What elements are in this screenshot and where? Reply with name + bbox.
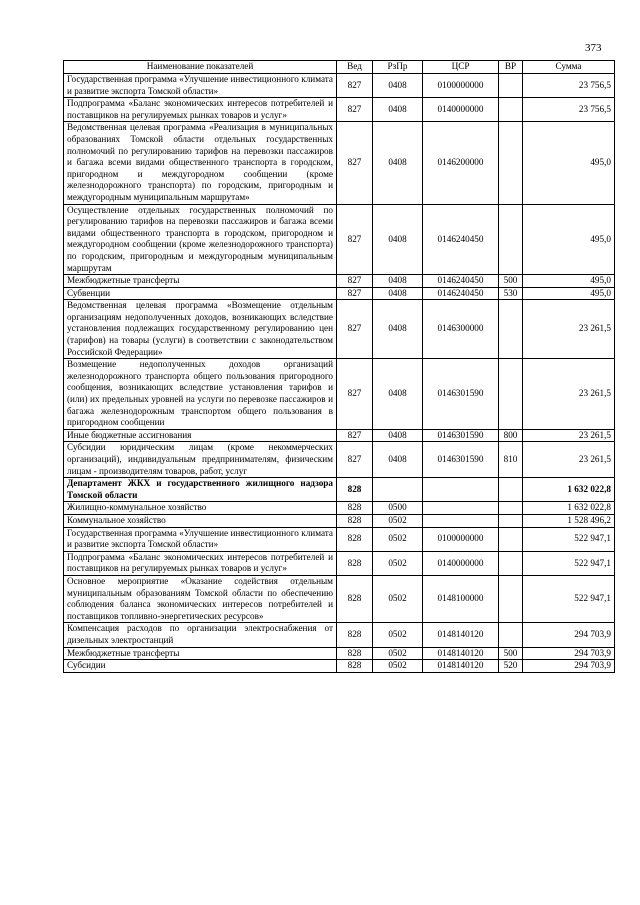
cell-name: Осуществление отдельных государственных полномочий по регулированию тарифов на перевозки пассажиров и багажа всеми видами общественного транспорта в городском, пригородном и междугородном сообщении (кроме железнодорожного транспорта) по городским, пригородным и междугородным муниципальным маршрутам: [64, 204, 337, 275]
cell-ved: 827: [337, 275, 373, 288]
cell-name: Компенсация расходов по организации электроснабжения от дизельных электростанций: [64, 623, 337, 647]
cell-sum: 522 947,1: [523, 527, 615, 551]
cell-sum: 495,0: [523, 204, 615, 275]
cell-ved: 827: [337, 442, 373, 478]
table-row: [64, 204, 615, 275]
cell-sum: 495,0: [523, 122, 615, 204]
cell-rzpr: 0502: [373, 647, 423, 660]
cell-name: Государственная программа «Улучшение инвестиционного климата и развитие экспорта Томской области»: [64, 74, 337, 98]
cell-vr: [499, 514, 523, 527]
table-row: [64, 74, 615, 98]
cell-name: Основное мероприятие «Оказание содействия отдельным муниципальным образованиям Томской области по обеспечению соблюдения баланса экономических интересов потребителей и поставщиков топливно-энергетических ресурсов»: [64, 575, 337, 622]
cell-csr: 0148140120: [423, 647, 499, 660]
header-sum: Сумма: [523, 61, 615, 74]
cell-csr: 0148100000: [423, 575, 499, 622]
cell-vr: [499, 623, 523, 647]
cell-rzpr: 0408: [373, 74, 423, 98]
cell-name: Межбюджетные трансферты: [64, 275, 337, 288]
cell-csr: 0100000000: [423, 74, 499, 98]
cell-name: Жилищно-коммунальное хозяйство: [64, 502, 337, 515]
cell-vr: [499, 551, 523, 575]
table-row: [64, 359, 615, 430]
table-row: [64, 300, 615, 359]
cell-sum: 522 947,1: [523, 551, 615, 575]
cell-sum: 1 632 022,8: [523, 502, 615, 515]
cell-ved: 827: [337, 122, 373, 204]
cell-sum: 23 261,5: [523, 359, 615, 430]
cell-ved: 828: [337, 514, 373, 527]
cell-ved: 827: [337, 287, 373, 300]
cell-csr: 0140000000: [423, 551, 499, 575]
cell-ved: 828: [337, 478, 373, 502]
cell-sum: 23 756,5: [523, 98, 615, 122]
cell-ved: 828: [337, 575, 373, 622]
table-row: [64, 527, 615, 551]
cell-ved: 827: [337, 98, 373, 122]
cell-vr: [499, 502, 523, 515]
cell-ved: 828: [337, 623, 373, 647]
cell-vr: [499, 98, 523, 122]
table-row: [64, 623, 615, 647]
cell-rzpr: 0502: [373, 623, 423, 647]
table-body: [64, 74, 615, 673]
cell-vr: [499, 478, 523, 502]
table-row: [64, 478, 615, 502]
cell-csr: 0146301590: [423, 442, 499, 478]
page-number: 373: [585, 42, 602, 54]
cell-rzpr: 0500: [373, 502, 423, 515]
cell-csr: 0148140120: [423, 660, 499, 673]
cell-name: Возмещение недополученных доходов организаций железнодорожного транспорта общего пользования пригородного сообщения, возникающих вследствие установления тарифов и (или) их предельных уровней на услуги по перевозке пассажиров и багажа железнодорожным транспортом общего пользования в пригородном сообщении: [64, 359, 337, 430]
cell-csr: 0146240450: [423, 204, 499, 275]
cell-sum: 495,0: [523, 287, 615, 300]
cell-rzpr: 0408: [373, 429, 423, 442]
cell-rzpr: 0408: [373, 287, 423, 300]
cell-vr: 520: [499, 660, 523, 673]
cell-ved: 827: [337, 74, 373, 98]
cell-ved: 827: [337, 359, 373, 430]
cell-sum: 23 261,5: [523, 442, 615, 478]
cell-rzpr: 0408: [373, 359, 423, 430]
cell-rzpr: 0502: [373, 514, 423, 527]
cell-sum: 1 528 496,2: [523, 514, 615, 527]
cell-vr: 530: [499, 287, 523, 300]
table-row: [64, 287, 615, 300]
table-row: [64, 660, 615, 673]
cell-csr: 0146200000: [423, 122, 499, 204]
cell-name: Коммунальное хозяйство: [64, 514, 337, 527]
cell-vr: [499, 204, 523, 275]
cell-rzpr: 0502: [373, 660, 423, 673]
cell-vr: [499, 300, 523, 359]
table-row: [64, 122, 615, 204]
cell-ved: 828: [337, 527, 373, 551]
cell-name: Субсидии: [64, 660, 337, 673]
cell-csr: 0100000000: [423, 527, 499, 551]
cell-vr: 500: [499, 647, 523, 660]
cell-sum: 23 756,5: [523, 74, 615, 98]
cell-name: Ведомственная целевая программа «Возмещение отдельным организациям недополученных доходов, возникающих вследствие установления подлежащих государственному регулированию цен (тарифов) на товары (услуги) в соответствии с законодательством Российской Федерации»: [64, 300, 337, 359]
cell-sum: 294 703,9: [523, 660, 615, 673]
cell-name: Межбюджетные трансферты: [64, 647, 337, 660]
cell-sum: 23 261,5: [523, 429, 615, 442]
cell-name: Подпрограмма «Баланс экономических интересов потребителей и поставщиков на регулируемых рынках товаров и услуг»: [64, 98, 337, 122]
cell-sum: 294 703,9: [523, 623, 615, 647]
cell-name: Иные бюджетные ассигнования: [64, 429, 337, 442]
cell-rzpr: 0408: [373, 275, 423, 288]
cell-rzpr: 0502: [373, 551, 423, 575]
table-row: [64, 442, 615, 478]
cell-vr: 800: [499, 429, 523, 442]
table-row: [64, 647, 615, 660]
cell-csr: 0146300000: [423, 300, 499, 359]
table-row: [64, 275, 615, 288]
cell-name: Ведомственная целевая программа «Реализация в муниципальных образованиях Томской области отдельных государственных полномочий по регулированию тарифов на перевозки пассажиров и багажа всеми видами общественного транспорта в городском, пригородном и междугородном сообщении (кроме железнодорожного транспорта) по городским, пригородным и междугородным муниципальным маршрутам»: [64, 122, 337, 204]
cell-name: Департамент ЖКХ и государственного жилищного надзора Томской области: [64, 478, 337, 502]
header-name: Наименование показателей: [64, 61, 337, 74]
table-row: [64, 98, 615, 122]
cell-ved: 827: [337, 300, 373, 359]
cell-ved: 828: [337, 502, 373, 515]
cell-rzpr: 0408: [373, 300, 423, 359]
table-row: [64, 429, 615, 442]
cell-rzpr: [373, 478, 423, 502]
cell-ved: 827: [337, 204, 373, 275]
cell-vr: [499, 575, 523, 622]
cell-rzpr: 0408: [373, 98, 423, 122]
cell-csr: [423, 502, 499, 515]
cell-vr: [499, 527, 523, 551]
cell-sum: 23 261,5: [523, 300, 615, 359]
cell-name: Субвенции: [64, 287, 337, 300]
cell-csr: 0146301590: [423, 359, 499, 430]
cell-vr: [499, 122, 523, 204]
cell-vr: 810: [499, 442, 523, 478]
cell-sum: 294 703,9: [523, 647, 615, 660]
table-row: [64, 514, 615, 527]
cell-sum: 1 632 022,8: [523, 478, 615, 502]
cell-csr: 0146301590: [423, 429, 499, 442]
table-row: [64, 575, 615, 622]
cell-ved: 828: [337, 660, 373, 673]
cell-rzpr: 0408: [373, 122, 423, 204]
cell-vr: [499, 74, 523, 98]
header-vr: ВР: [499, 61, 523, 74]
cell-rzpr: 0502: [373, 575, 423, 622]
cell-csr: 0140000000: [423, 98, 499, 122]
table-row: [64, 502, 615, 515]
cell-ved: 828: [337, 551, 373, 575]
header-rzpr: РзПр: [373, 61, 423, 74]
cell-csr: [423, 514, 499, 527]
cell-ved: 827: [337, 429, 373, 442]
cell-name: Субсидии юридическим лицам (кроме некоммерческих организаций), индивидуальным предпринимателям, физическим лицам - производителям товаров, работ, услуг: [64, 442, 337, 478]
table-header-row: [64, 61, 615, 74]
cell-csr: 0146240450: [423, 287, 499, 300]
cell-csr: [423, 478, 499, 502]
cell-name: Государственная программа «Улучшение инвестиционного климата и развитие экспорта Томской области»: [64, 527, 337, 551]
cell-rzpr: 0408: [373, 442, 423, 478]
budget-table: [63, 60, 615, 673]
cell-csr: 0148140120: [423, 623, 499, 647]
cell-rzpr: 0408: [373, 204, 423, 275]
cell-vr: 500: [499, 275, 523, 288]
cell-sum: 522 947,1: [523, 575, 615, 622]
header-ved: Вед: [337, 61, 373, 74]
cell-rzpr: 0502: [373, 527, 423, 551]
table-row: [64, 551, 615, 575]
cell-name: Подпрограмма «Баланс экономических интересов потребителей и поставщиков на регулируемых рынках товаров и услуг»: [64, 551, 337, 575]
header-csr: ЦСР: [423, 61, 499, 74]
cell-vr: [499, 359, 523, 430]
cell-csr: 0146240450: [423, 275, 499, 288]
cell-sum: 495,0: [523, 275, 615, 288]
cell-ved: 828: [337, 647, 373, 660]
